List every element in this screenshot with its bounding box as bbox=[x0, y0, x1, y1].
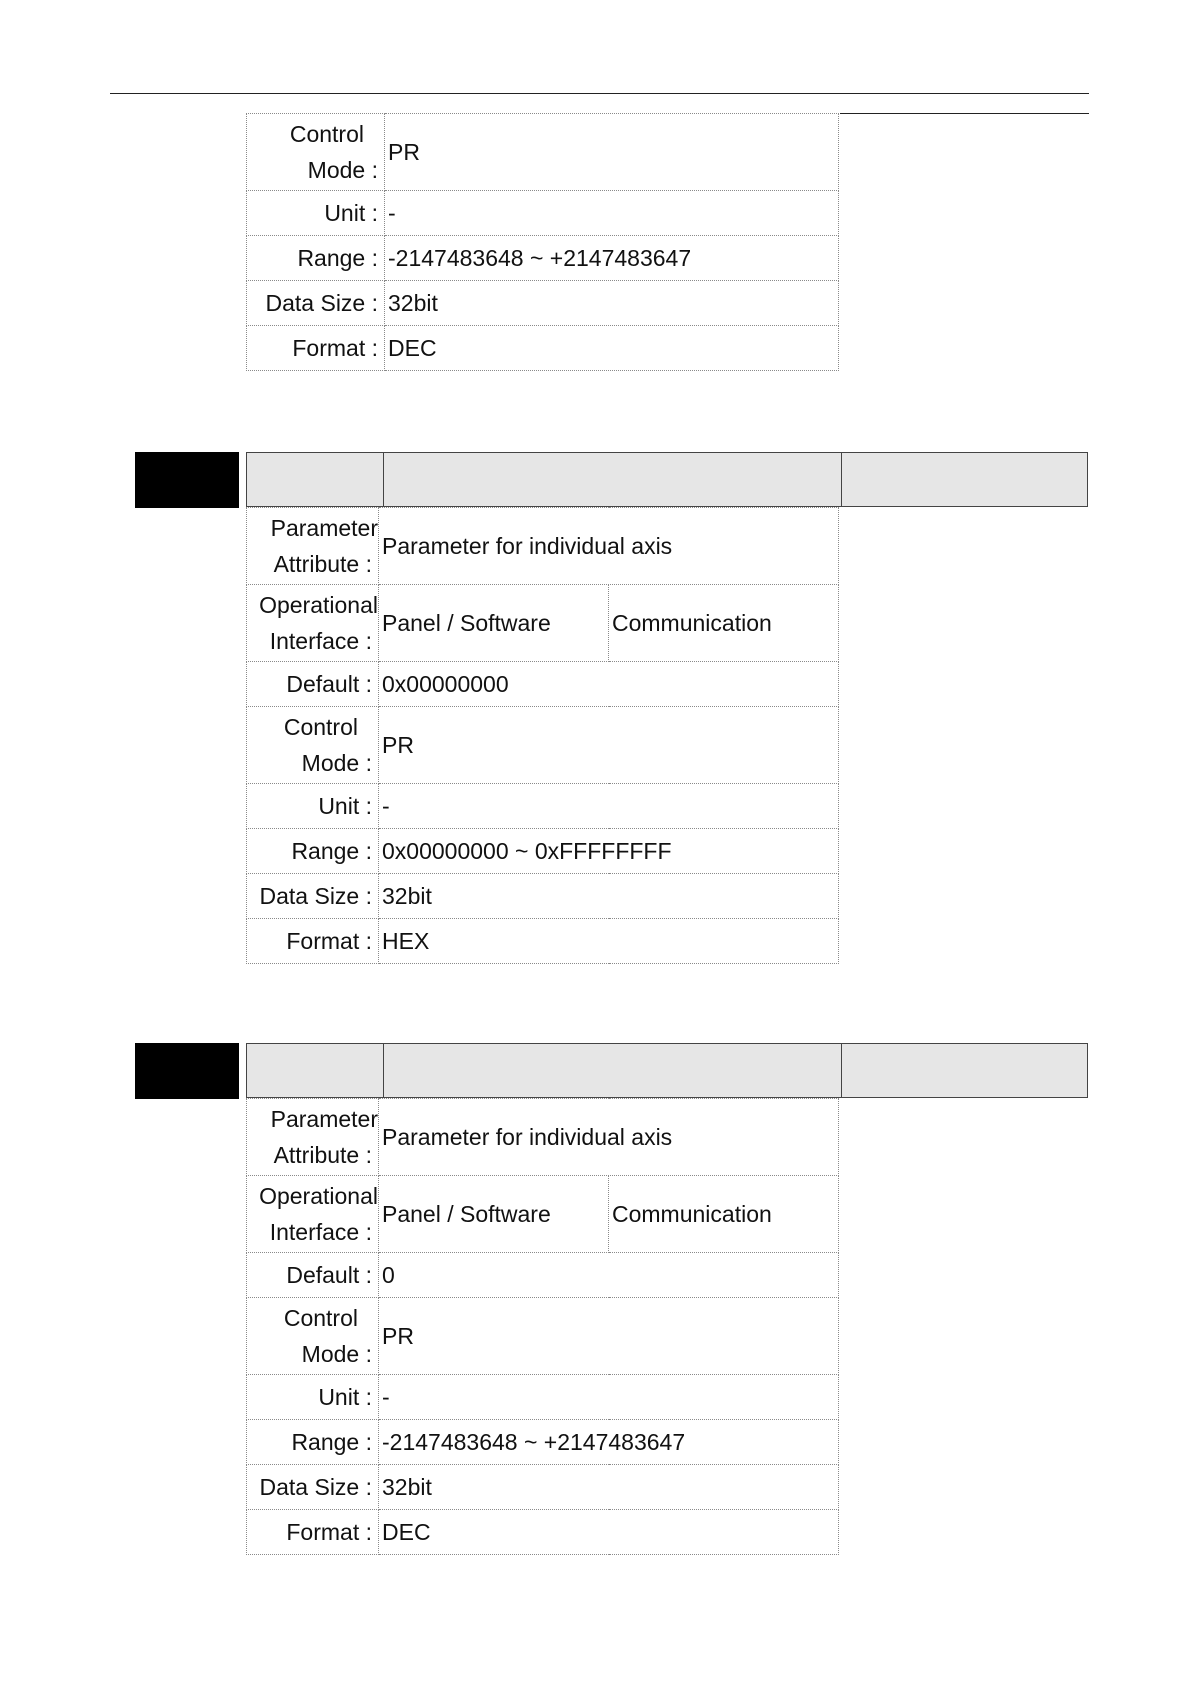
default-value: 0x00000000 bbox=[379, 662, 839, 707]
header-cell-address bbox=[842, 453, 1087, 506]
data-size-row bbox=[247, 874, 839, 919]
interface-row bbox=[247, 585, 839, 662]
range-label: Range : bbox=[247, 829, 379, 874]
unit-label: Unit : bbox=[247, 191, 385, 236]
control-mode-row bbox=[247, 1298, 839, 1375]
control-mode-value: PR bbox=[379, 1298, 839, 1375]
default-value: 0 bbox=[379, 1253, 839, 1298]
interface-communication: Communication bbox=[609, 1176, 839, 1253]
data-size-label: Data Size : bbox=[247, 281, 385, 326]
control-mode-row bbox=[247, 707, 839, 784]
interface-row bbox=[247, 1176, 839, 1253]
param-table-2 bbox=[246, 507, 839, 964]
format-label: Format : bbox=[247, 1510, 379, 1555]
format-row bbox=[247, 1510, 839, 1555]
unit-row bbox=[247, 191, 839, 236]
header-cell-code bbox=[247, 1044, 384, 1097]
interface-communication: Communication bbox=[609, 585, 839, 662]
interface-label: Operational Interface : bbox=[247, 585, 379, 662]
range-value: -2147483648 ~ +2147483647 bbox=[379, 1420, 839, 1465]
unit-value: - bbox=[385, 191, 839, 236]
interface-panel-software: Panel / Software bbox=[379, 1176, 609, 1253]
header-cell-code bbox=[247, 453, 384, 506]
format-value: DEC bbox=[379, 1510, 839, 1555]
header-cell-address bbox=[842, 1044, 1087, 1097]
header-cell-name bbox=[384, 453, 842, 506]
data-size-value: 32bit bbox=[379, 874, 839, 919]
control-mode-label: Control Mode : bbox=[247, 707, 379, 784]
header-cell-name bbox=[384, 1044, 842, 1097]
interface-panel-software: Panel / Software bbox=[379, 585, 609, 662]
range-value: -2147483648 ~ +2147483647 bbox=[385, 236, 839, 281]
range-value: 0x00000000 ~ 0xFFFFFFFF bbox=[379, 829, 839, 874]
data-size-label: Data Size : bbox=[247, 874, 379, 919]
format-value: HEX bbox=[379, 919, 839, 964]
format-label: Format : bbox=[247, 326, 385, 371]
default-label: Default : bbox=[247, 662, 379, 707]
range-row bbox=[247, 236, 839, 281]
range-label: Range : bbox=[247, 236, 385, 281]
format-value: DEC bbox=[385, 326, 839, 371]
attribute-value: Parameter for individual axis bbox=[379, 508, 839, 585]
parameter-header-row bbox=[246, 1043, 1088, 1098]
data-size-row bbox=[247, 1465, 839, 1510]
control-mode-label: Control Mode : bbox=[247, 1298, 379, 1375]
default-row bbox=[247, 662, 839, 707]
interface-label: Operational Interface : bbox=[247, 1176, 379, 1253]
control-mode-row bbox=[247, 114, 839, 191]
control-mode-value: PR bbox=[385, 114, 839, 191]
parameter-code-tab bbox=[135, 452, 239, 508]
page-header-rule bbox=[110, 93, 1089, 94]
header-right-rule bbox=[840, 113, 1089, 114]
format-row bbox=[247, 326, 839, 371]
data-size-value: 32bit bbox=[385, 281, 839, 326]
attribute-label: Parameter Attribute : bbox=[247, 508, 379, 585]
unit-row bbox=[247, 1375, 839, 1420]
attribute-row bbox=[247, 1099, 839, 1176]
unit-value: - bbox=[379, 784, 839, 829]
range-row bbox=[247, 1420, 839, 1465]
control-mode-value: PR bbox=[379, 707, 839, 784]
data-size-row bbox=[247, 281, 839, 326]
default-label: Default : bbox=[247, 1253, 379, 1298]
parameter-code-tab bbox=[135, 1043, 239, 1099]
data-size-value: 32bit bbox=[379, 1465, 839, 1510]
unit-label: Unit : bbox=[247, 784, 379, 829]
format-row bbox=[247, 919, 839, 964]
unit-row bbox=[247, 784, 839, 829]
unit-value: - bbox=[379, 1375, 839, 1420]
param-table-3 bbox=[246, 1098, 839, 1555]
parameter-header-row bbox=[246, 452, 1088, 507]
param-table-1 bbox=[246, 113, 839, 371]
range-label: Range : bbox=[247, 1420, 379, 1465]
unit-label: Unit : bbox=[247, 1375, 379, 1420]
attribute-value: Parameter for individual axis bbox=[379, 1099, 839, 1176]
range-row bbox=[247, 829, 839, 874]
default-row bbox=[247, 1253, 839, 1298]
control-mode-label: Control Mode : bbox=[247, 114, 385, 191]
data-size-label: Data Size : bbox=[247, 1465, 379, 1510]
attribute-label: Parameter Attribute : bbox=[247, 1099, 379, 1176]
attribute-row bbox=[247, 508, 839, 585]
format-label: Format : bbox=[247, 919, 379, 964]
